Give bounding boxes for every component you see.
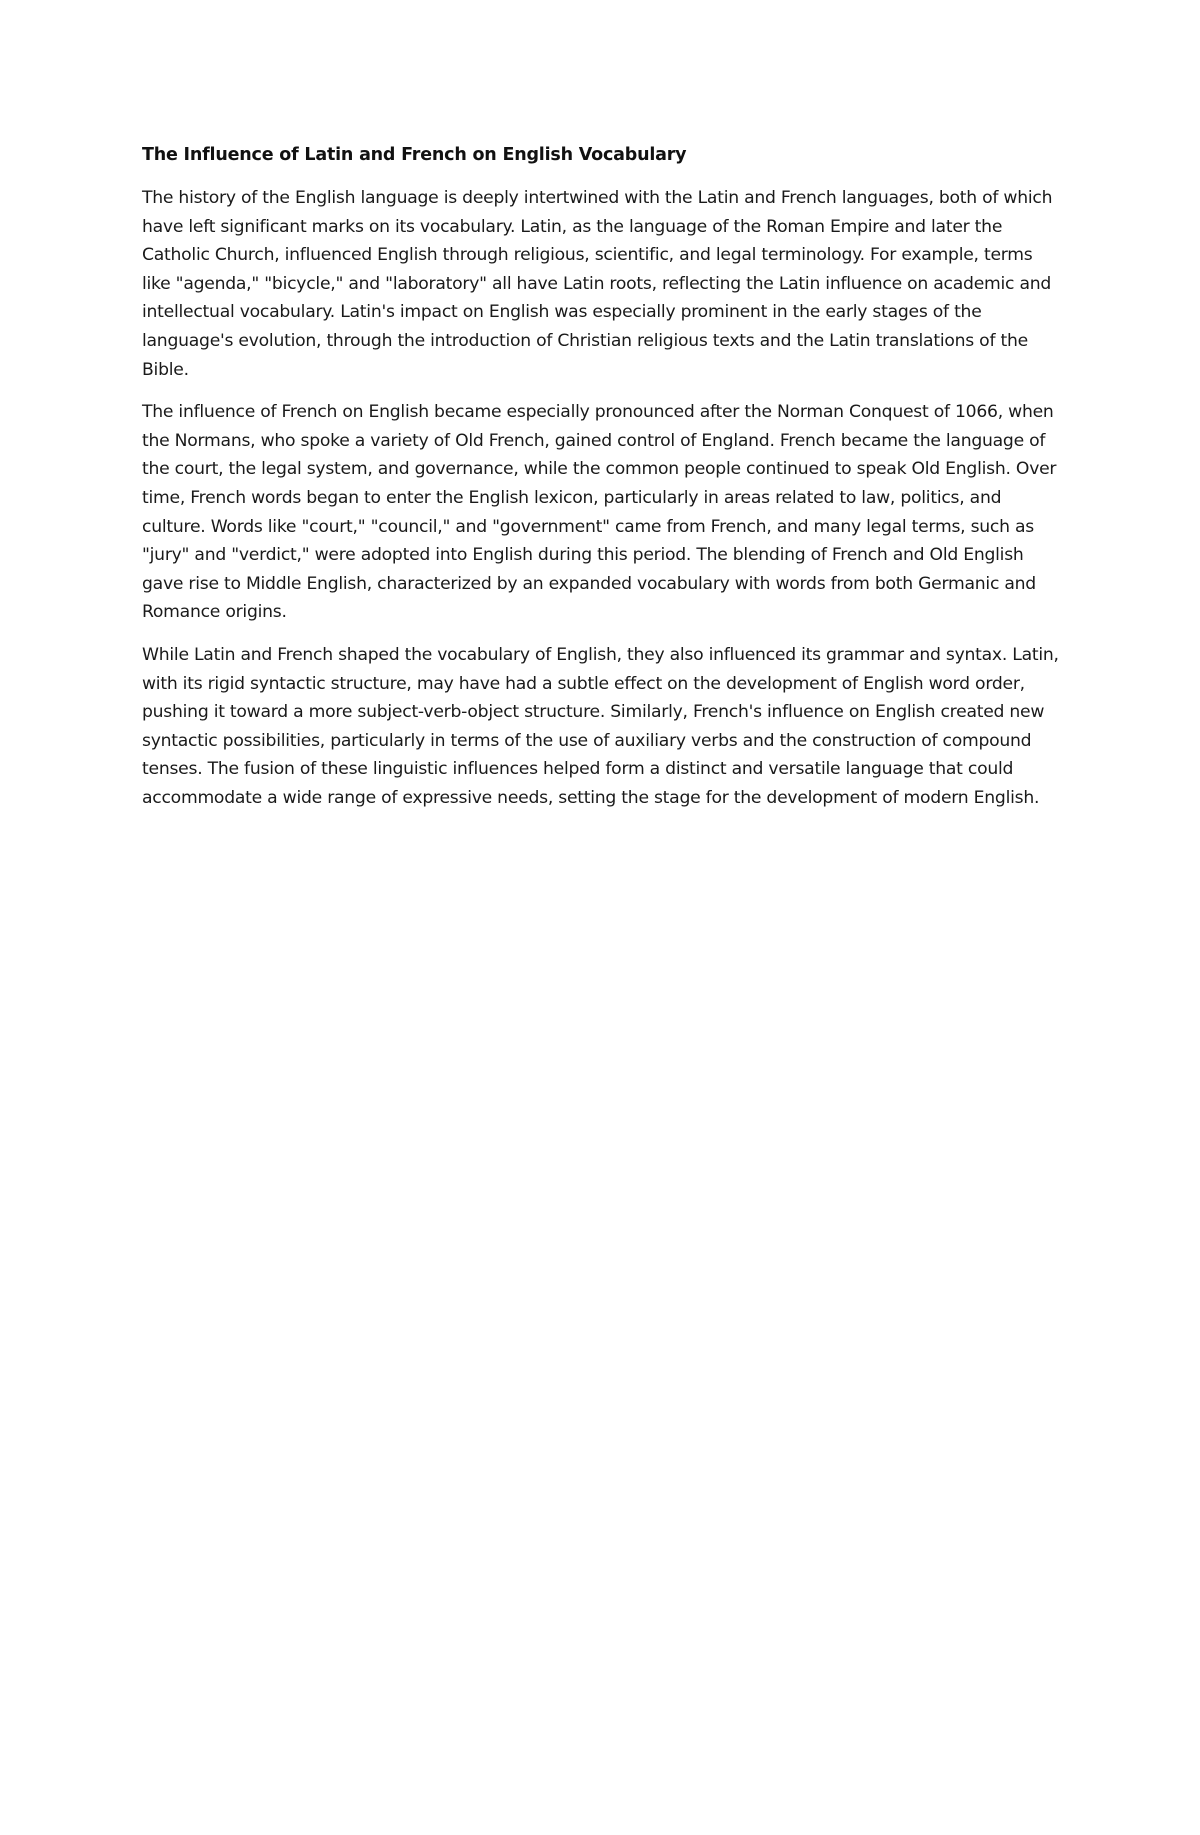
paragraph-grammar-syntax: While Latin and French shaped the vocabulary of English, they also influenced its grammar and syntax. Latin, with its rigid syntactic structure, may have had a subtle effect on the development of English word order, pushing it toward a more subject-verb-object structure. Similarly, French's influence on English created new syntactic possibilities, particularly in terms of the use of auxiliary verbs and the construction of compound tenses. The fusion of these linguistic influences helped form a distinct and versatile language that could accommodate a wide range of expressive needs, setting the stage for the development of modern English. <box>142 644 1059 808</box>
paragraph-french-influence: The influence of French on English became especially pronounced after the Norman Conquest of 1066, when the Normans, who spoke a variety of Old French, gained control of England. French became the language of the court, the legal system, and governance, while the common people continued to speak Old English. Over time, French words began to enter the English lexicon, particularly in areas related to law, politics, and culture. Words like "court," "council," and "government" came from French, and many legal terms, such as "jury" and "verdict," were adopted into English during this period. The blending of French and Old English gave rise to Middle English, characterized by an expanded vocabulary with words from both Germanic and Romance origins. <box>142 402 1057 623</box>
paragraph-latin-influence: The history of the English language is deeply intertwined with the Latin and French languages, both of which have left significant marks on its vocabulary. Latin, as the language of the Roman Empire and later the Catholic Church, influenced English through religious, scientific, and legal terminology. For example, terms like "agenda," "bicycle," and "laboratory" all have Latin roots, reflecting the Latin influence on academic and intellectual vocabulary. Latin's impact on English was especially prominent in the early stages of the language's evolution, through the introduction of Christian religious texts and the Latin translations of the Bible. <box>142 188 1053 380</box>
document-title: The Influence of Latin and French on English Vocabulary <box>142 145 687 165</box>
document-body <box>142 142 1060 826</box>
